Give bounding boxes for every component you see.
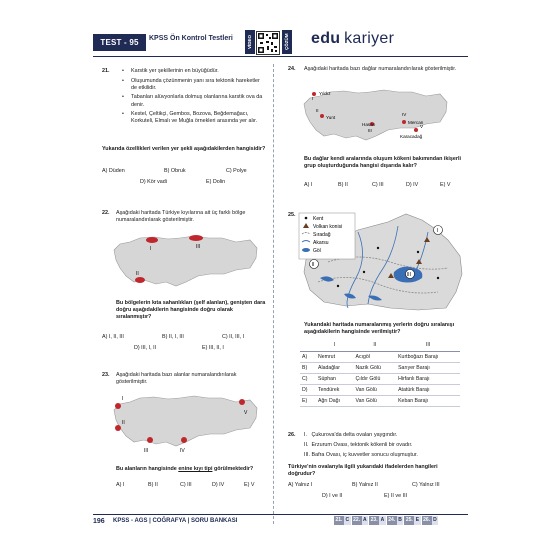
option-e[interactable]: E) V bbox=[440, 182, 451, 188]
legend-kent: Kent bbox=[313, 216, 324, 222]
table-row[interactable]: E) Ağrı Dağı Van Gölü Keban Barajı bbox=[300, 395, 460, 406]
option-d[interactable]: D) IV bbox=[406, 182, 419, 188]
option-c[interactable]: C) III bbox=[180, 482, 192, 488]
question-intro: Aşağıdaki haritada bazı dağlar numaralandırılarak gösterilmiştir. bbox=[304, 66, 457, 72]
header-rule bbox=[93, 56, 468, 57]
question-intro: Aşağıdaki haritada Türkiye kıyılarına ait üç farklı bölge numaralandırılarak gösterilmiştir. bbox=[116, 210, 246, 224]
map-label: III bbox=[368, 128, 372, 133]
map-label: III bbox=[196, 244, 201, 250]
map-label: I bbox=[122, 396, 124, 402]
map-label: V bbox=[420, 124, 424, 129]
option-a[interactable]: A) Yalnız I bbox=[288, 482, 313, 488]
option-a[interactable]: A) I bbox=[304, 182, 313, 188]
answer-options bbox=[288, 482, 458, 504]
map-label: I bbox=[312, 96, 314, 101]
option-b[interactable]: B) Yalnız II bbox=[352, 482, 378, 488]
option-d[interactable]: D) III, I, II bbox=[134, 345, 157, 351]
answer-options bbox=[102, 334, 268, 356]
map-label: II bbox=[316, 108, 319, 113]
option-b[interactable]: B) Obruk bbox=[164, 168, 186, 174]
question-number: 25. bbox=[288, 212, 296, 218]
table-row[interactable]: C) Süphan Çıldır Gölü Hirfanlı Barajı bbox=[300, 373, 460, 384]
map-label: Yunt bbox=[326, 115, 336, 120]
bullet-item: • Tabanları alüvyonlarla dolmuş olanlarına karstik ova da denir. bbox=[122, 94, 263, 108]
map-label: IV bbox=[180, 448, 185, 454]
turkey-map-coasts bbox=[110, 230, 260, 294]
question-stem: Yukarıda özellikleri verilen yer şekli aşağıdakilerden hangisidir? bbox=[102, 146, 266, 152]
option-d[interactable]: D) IV bbox=[212, 482, 225, 488]
answer-key-item: 23. A bbox=[370, 517, 385, 523]
option-a[interactable]: A) Düden bbox=[102, 168, 125, 174]
answer-options bbox=[116, 482, 266, 492]
legend-volkan: Volkan konisi bbox=[313, 224, 343, 230]
page-header bbox=[93, 30, 468, 54]
option-b[interactable]: B) II bbox=[148, 482, 158, 488]
table-row[interactable]: A) Nemrut Acıgöl Kurtboğazı Barajı bbox=[300, 351, 460, 362]
statement-item: III. Bafra Ovası, iç kuvvetler sonucu oluşmuştur. bbox=[304, 451, 418, 458]
option-b[interactable]: B) II, I, III bbox=[162, 334, 184, 340]
video-tab: VİDEO bbox=[245, 30, 255, 54]
brand-logo-kariyer: kariyer bbox=[344, 30, 395, 47]
page-number: 196 bbox=[93, 518, 105, 525]
answer-options bbox=[304, 182, 464, 192]
option-c[interactable]: C) Yalnız III bbox=[412, 482, 440, 488]
option-e[interactable]: E) Dolin bbox=[206, 179, 226, 185]
footer-title: KPSS - AGS | COĞRAFYA | SORU BANKASI bbox=[113, 518, 238, 524]
question-stem: Türkiye'nin ovalarıyla ilgili yukarıdaki ifadelerden hangileri doğrudur? bbox=[288, 464, 438, 478]
statement-list bbox=[304, 432, 466, 459]
question-number: 23. bbox=[102, 372, 110, 378]
answer-key-item: 26. D bbox=[423, 517, 437, 523]
statement-item: I. Çukurova'da delta ovaları yaygındır. bbox=[304, 432, 398, 438]
question-number: 22. bbox=[102, 210, 110, 216]
table-header-row bbox=[300, 340, 460, 351]
map-label: Karacadağ bbox=[400, 134, 423, 139]
answer-key bbox=[333, 516, 438, 525]
option-d[interactable]: D) I ve II bbox=[322, 493, 343, 499]
column-header bbox=[300, 340, 316, 351]
answer-key-item: 24. B bbox=[388, 517, 402, 523]
answer-key-item: 22. A bbox=[353, 517, 367, 523]
cozum-tab: ÇÖZÜM bbox=[282, 30, 292, 54]
table-row[interactable]: D) Tendürek Van Gölü Atatürk Barajı bbox=[300, 384, 460, 395]
question-number: 21. bbox=[102, 68, 110, 74]
option-c[interactable]: C) Polye bbox=[226, 168, 247, 174]
option-c[interactable]: C) III bbox=[372, 182, 384, 188]
option-a[interactable]: A) I bbox=[116, 482, 125, 488]
map-label: V bbox=[244, 410, 248, 416]
callout-2: II bbox=[311, 262, 315, 268]
coast-mark-1 bbox=[146, 237, 158, 243]
footer-rule bbox=[93, 514, 468, 515]
test-badge: TEST - 95 bbox=[93, 34, 146, 51]
map-label: III bbox=[144, 448, 149, 454]
map-label: IV bbox=[402, 112, 407, 117]
bullet-item: • Oluşumunda çözünmenin yanı sıra tektonik hareketler de etkilidir. bbox=[122, 77, 260, 91]
question-stem: Bu dağlar kendi aralarında oluşum kökeni bakımından ikişerli grup oluşturduğunda hangisi dışarıda kalır? bbox=[304, 156, 461, 170]
turkey-map-areas bbox=[110, 390, 260, 456]
option-c[interactable]: C) II, III, I bbox=[222, 334, 245, 340]
callout-1: I bbox=[436, 228, 438, 234]
east-anatolia-map bbox=[298, 212, 468, 312]
turkey-map-mountains bbox=[300, 84, 450, 148]
option-a[interactable]: A) I, II, III bbox=[102, 334, 124, 340]
statement-item: II. Erzurum Ovası, tektonik kökenli bir ovadır. bbox=[304, 441, 413, 448]
answer-key-item: 21. C bbox=[335, 517, 350, 523]
question-number: 24. bbox=[288, 66, 296, 72]
map-label: Mercan bbox=[408, 120, 424, 125]
option-e[interactable]: E) III, II, I bbox=[202, 345, 224, 351]
option-b[interactable]: B) II bbox=[338, 182, 348, 188]
question-stem: Bu alanların hangisinde enine kıyı tipi görülmektedir? bbox=[116, 466, 254, 472]
map-label: II bbox=[136, 271, 139, 277]
map-label: Yıldız bbox=[319, 91, 331, 96]
option-e[interactable]: E) V bbox=[244, 482, 255, 488]
bullet-item: • Kestel, Çeltikçi, Gembos, Bozova, Beğdemağacı, Korkuteli, Elmalı ve Muğla örnekleri arasında yer alır. bbox=[122, 111, 258, 125]
brand-logo bbox=[311, 30, 394, 48]
table-row[interactable]: B) Aladağlar Nazik Gölü Sarıyer Barajı bbox=[300, 362, 460, 373]
question-stem: Bu bölgelerin kıta sahanlıkları (şelf alanları), genişten dara doğru aşağıdakilerin hangisinde doğru olarak sıralanmıştır? bbox=[116, 300, 266, 321]
question-21 bbox=[122, 68, 267, 128]
map-label: I bbox=[150, 246, 152, 252]
answer-options bbox=[102, 168, 268, 190]
qr-code-icon[interactable] bbox=[256, 31, 280, 55]
legend-siradag: Sıradağ bbox=[313, 232, 331, 238]
map-label: II bbox=[122, 420, 125, 426]
option-d[interactable]: D) Kör vadi bbox=[140, 179, 167, 185]
coast-mark-2 bbox=[189, 235, 203, 241]
callout-3: III bbox=[406, 272, 411, 278]
answer-table bbox=[300, 340, 460, 407]
question-intro: Aşağıdaki haritada bazı alanlar numaralandırılarak gösterilmiştir. bbox=[116, 372, 237, 386]
question-stem: Yukarıdaki haritada numaralanmış yerlerin doğru sıralanışı aşağıdakilerin hangisinde verilmiştir? bbox=[304, 322, 455, 336]
question-number: 26. bbox=[288, 432, 296, 438]
map-label: Hasan bbox=[362, 122, 376, 127]
column-header: II bbox=[354, 340, 397, 351]
column-header: I bbox=[316, 340, 354, 351]
column-divider bbox=[273, 64, 274, 524]
column-header: III bbox=[396, 340, 460, 351]
answer-key-item: 25. E bbox=[405, 517, 420, 523]
bullet-item: • Karstik yer şekillerinin en büyüğüdür. bbox=[122, 68, 219, 74]
coast-mark-3 bbox=[135, 277, 145, 283]
brand-logo-edu: edu bbox=[311, 30, 341, 47]
test-name: KPSS Ön Kontrol Testleri bbox=[149, 35, 233, 42]
option-e[interactable]: E) II ve III bbox=[384, 493, 408, 499]
legend-gol: Göl bbox=[313, 248, 321, 254]
legend-akarsu: Akarsu bbox=[313, 240, 329, 246]
